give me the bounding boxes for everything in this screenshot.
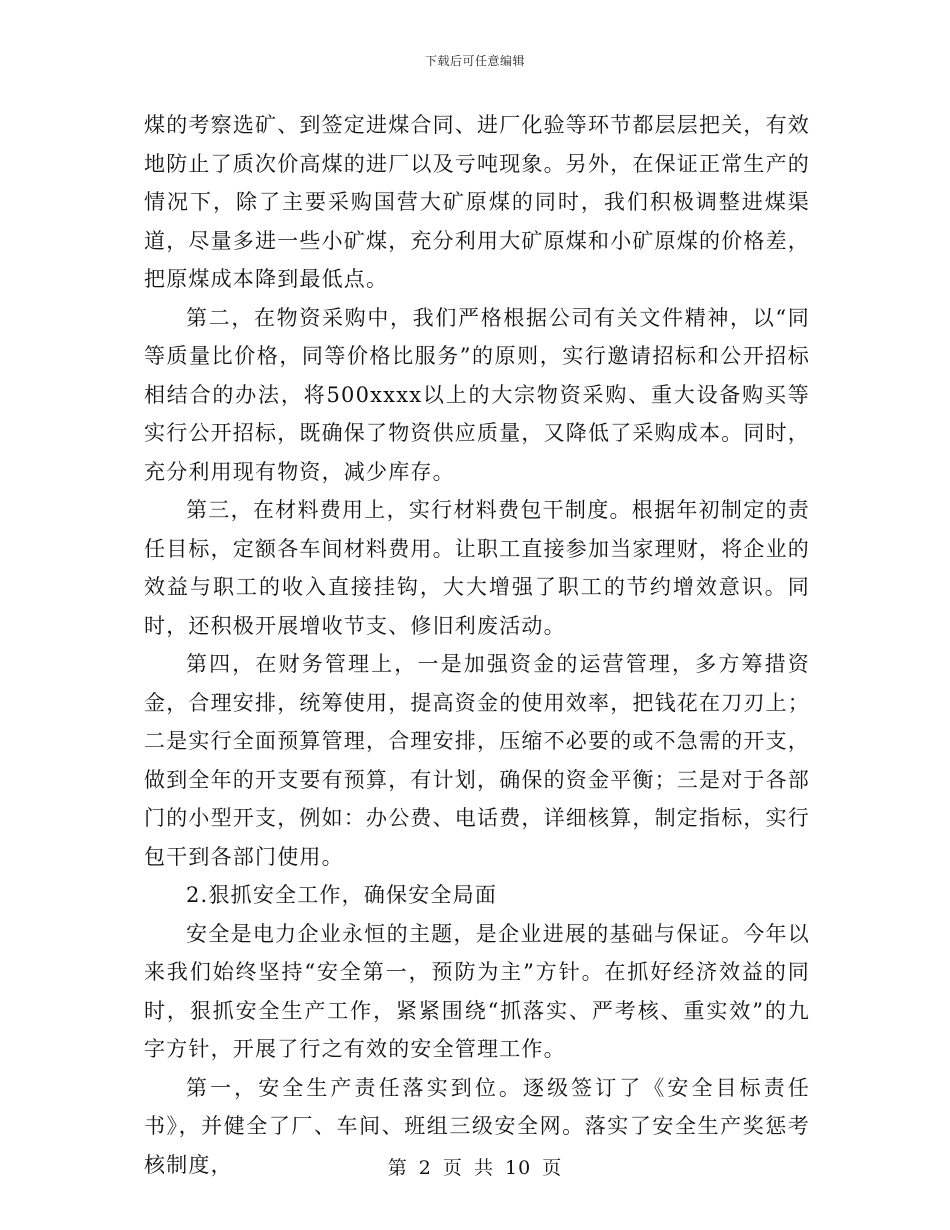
paragraph-safety-first: 第一，安全生产责任落实到位。逐级签订了《安全目标责任书》，并健全了厂、车间、班组三级安全网。落实了安全生产奖惩考核制度， — [144, 1075, 810, 1177]
page-header: 下载后可任意编辑 — [424, 54, 525, 68]
paragraph-safety-intro: 安全是电力企业永恒的主题，是企业进展的基础与保证。今年以来我们始终坚持“安全第一，预防为主”方针。在抓好经济效益的同时，狠抓安全生产工作，紧紧围绕“抓落实、严考核、重实效”的九字方针，开展了行之有效的安全管理工作。 — [144, 921, 810, 1061]
document-body — [144, 106, 810, 1184]
section-heading: 2.狠抓安全工作，确保安全局面 — [186, 883, 498, 907]
paragraph-third: 第三，在材料费用上，实行材料费包干制度。根据年初制定的责任目标，定额各车间材料费用。让职工直接参加当家理财，将企业的效益与职工的收入直接挂钩，大大增强了职工的节约增效意识。同时，还积极开展增收节支、修旧利废活动。 — [144, 498, 810, 638]
paragraph-second: 第二，在物资采购中，我们严格根据公司有关文件精神，以“同等质量比价格，同等价格比服务”的原则，实行邀请招标和公开招标相结合的办法，将500xxxx以上的大宗物资采购、重大设备购买等实行公开招标，既确保了物资供应质量，又降低了采购成本。同时，充分利用现有物资，减少库存。 — [144, 305, 810, 484]
page-number-footer: 第 2 页 共 10 页 — [387, 1157, 563, 1179]
paragraph-fourth: 第四，在财务管理上，一是加强资金的运营管理，多方筹措资金，合理安排，统筹使用，提高资金的使用效率，把钱花在刀刃上；二是实行全面预算管理，合理安排，压缩不必要的或不急需的开支，做到全年的开支要有预算，有计划，确保的资金平衡；三是对于各部门的小型开支，例如：办公费、电话费，详细核算，制定指标，实行包干到各部门使用。 — [144, 652, 810, 869]
paragraph-continuation: 煤的考察选矿、到签定进煤合同、进厂化验等环节都层层把关，有效地防止了质次价高煤的进厂以及亏吨现象。另外，在保证正常生产的情况下，除了主要采购国营大矿原煤的同时，我们积极调整进煤渠道，尽量多进一些小矿煤，充分利用大矿原煤和小矿原煤的价格差，把原煤成本降到最低点。 — [144, 113, 810, 291]
